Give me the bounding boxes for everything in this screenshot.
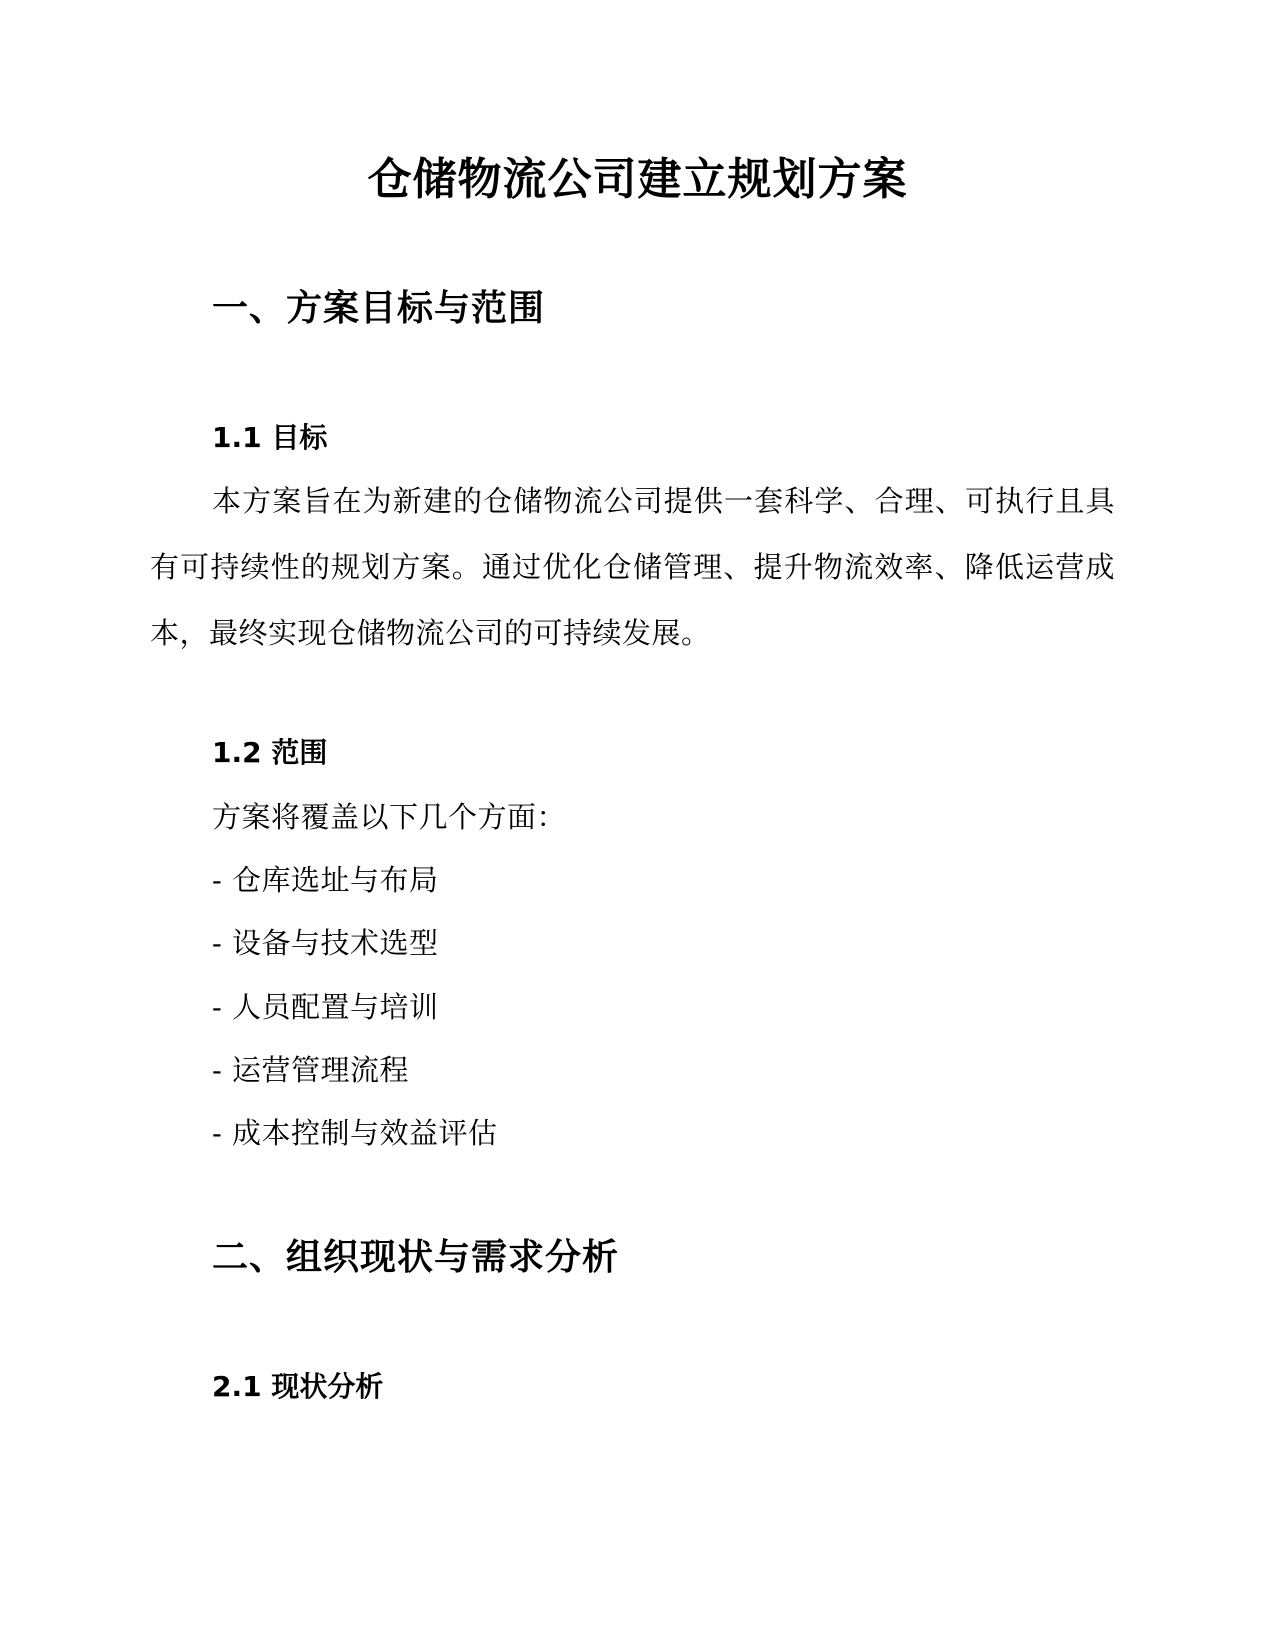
- section-1-heading: 一、方案目标与范围: [212, 288, 546, 329]
- subsection-2-1-heading: 2.1 现状分析: [212, 1370, 384, 1403]
- scope-list-item: - 设备与技术选型: [212, 926, 439, 960]
- subsection-1-2-heading: 1.2 范围: [212, 736, 328, 769]
- document-title: 仓储物流公司建立规划方案: [367, 154, 908, 205]
- scope-list-item: - 运营管理流程: [212, 1053, 410, 1087]
- scope-list-item: - 人员配置与培训: [212, 990, 439, 1024]
- scope-list-item: - 成本控制与效益评估: [212, 1116, 498, 1150]
- goal-paragraph: 本方案旨在为新建的仓储物流公司提供一套科学、合理、可执行且具有可持续性的规划方案。通过优化仓储管理、提升物流效率、降低运营成本，最终实现仓储物流公司的可持续发展。: [150, 484, 1115, 650]
- scope-list-item: - 仓库选址与布局: [212, 863, 439, 897]
- subsection-1-1-heading: 1.1 目标: [212, 421, 328, 454]
- scope-intro: 方案将覆盖以下几个方面：: [212, 800, 567, 834]
- section-2-heading: 二、组织现状与需求分析: [212, 1237, 620, 1278]
